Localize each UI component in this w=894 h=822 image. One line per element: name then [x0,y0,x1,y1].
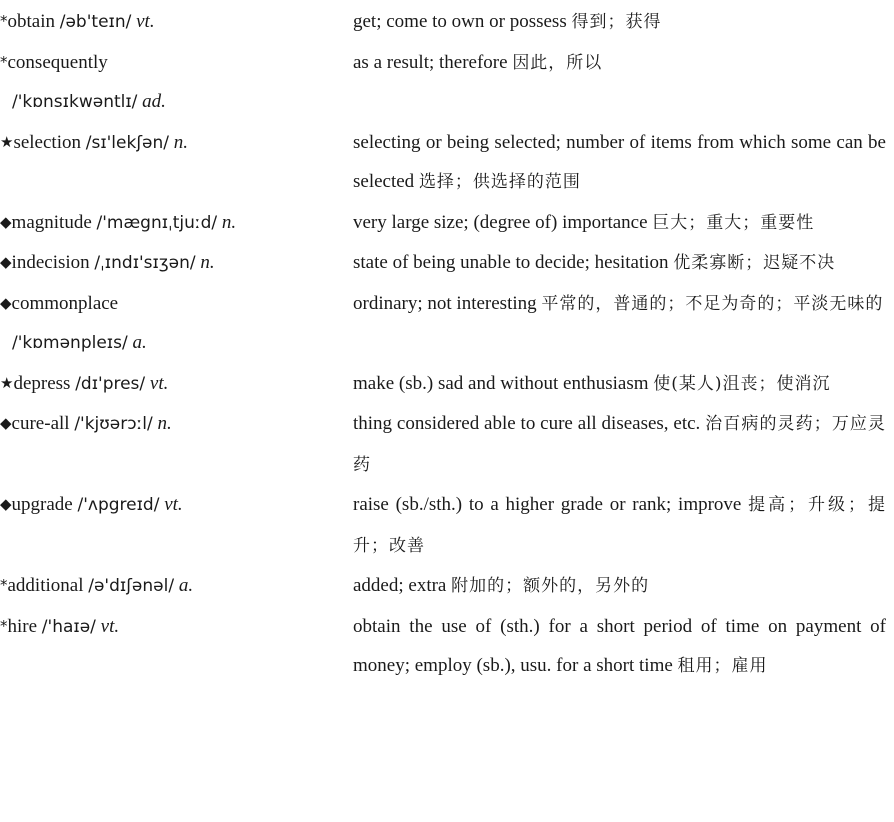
entry-term [0,607,353,648]
entry-term [0,123,353,164]
definition-english: added; extra [353,575,447,596]
diamond-marker: ◆ [0,414,12,432]
definition-english: get; come to own or possess [353,11,567,32]
diamond-marker: ◆ [0,495,12,513]
definition-chinese: 治百病的灵药；万应灵药 [353,414,887,475]
entry-selection [0,123,894,203]
definition-english: obtain the use of (sth.) for a short period of time on payment of money; employ (sb.), usu. for a short time [353,615,886,676]
entry-term [0,364,353,405]
entry-term [0,243,353,284]
diamond-marker: ◆ [0,293,12,312]
pronunciation: /ə'dɪʃənəl/ [88,576,175,596]
definition-english: as a result; therefore [353,51,508,73]
part-of-speech: a. [178,575,194,596]
definition-english: make (sb.) sad and without enthusiasm [353,372,649,394]
definition-chinese: 平常的，普通的；不足为奇的；平淡无味的 [541,293,884,314]
definition-chinese: 得到；获得 [571,12,662,32]
pronunciation: /'mægnɪˌtjuːd/ [96,212,218,233]
definition-chinese: 巨大；重大；重要性 [652,212,815,233]
headword: hire [7,615,38,637]
entry-definition [353,123,894,203]
entry-obtain [0,2,894,43]
headword: obtain [7,11,55,32]
entry-commonplace [0,284,894,364]
entry-definition [353,2,894,43]
asterisk-marker: * [0,576,8,594]
headword: selection [13,131,81,153]
entry-definition [353,364,894,405]
entry-term [0,404,353,445]
definition-english: thing considered able to cure all diseases, etc. [353,413,701,434]
entry-consequently [0,43,894,123]
pronunciation: /'kɒnsɪkwəntlɪ/ [12,92,138,112]
asterisk-marker: * [0,12,8,30]
entry-definition [353,607,894,687]
entry-definition [353,566,894,607]
definition-english: very large size; (degree of) importance [353,211,648,233]
headword: commonplace [11,292,119,314]
part-of-speech: n. [221,211,237,233]
headword: cure-all [11,413,70,434]
part-of-speech: vt. [149,372,169,394]
definition-chinese: 租用；雇用 [677,656,768,676]
star-marker: ★ [0,373,14,392]
headword: upgrade [11,494,73,515]
pronunciation: /əb'teɪn/ [59,12,132,32]
definition-chinese: 使(某人)沮丧；使消沉 [653,373,831,394]
entry-hire [0,607,894,687]
entry-cure-all [0,404,894,485]
pronunciation: /dɪ'pres/ [75,373,146,394]
part-of-speech: n. [200,252,215,273]
entry-definition [353,243,894,284]
definition-chinese: 优柔寡断；迟疑不决 [673,253,836,273]
entry-upgrade [0,485,894,566]
asterisk-marker: * [0,52,8,71]
diamond-marker: ◆ [0,212,12,231]
entry-definition [353,43,894,84]
definition-chinese: 选择；供选择的范围 [418,172,581,192]
part-of-speech: vt. [164,494,183,515]
entry-depress [0,364,894,405]
part-of-speech: vt. [136,11,155,32]
definition-chinese: 附加的；额外的，另外的 [451,576,650,596]
diamond-marker: ◆ [0,253,12,271]
headword: indecision [11,252,90,273]
pronunciation: /'kɒmənpleɪs/ [12,333,128,353]
definition-chinese: 提高；升级；提升；改善 [353,495,887,556]
entry-additional [0,566,894,607]
entry-indecision [0,243,894,284]
asterisk-marker: * [0,616,8,635]
entry-term [0,485,353,526]
pronunciation: /'haɪə/ [41,616,96,637]
headword: magnitude [11,211,92,233]
part-of-speech: n. [157,413,172,434]
definition-english: state of being unable to decide; hesitation [353,252,669,273]
entry-term [0,43,353,123]
entry-term [0,203,353,244]
entry-term [0,566,353,607]
pronunciation: /'ʌpgreɪd/ [77,495,160,515]
definition-chinese: 因此，所以 [512,52,603,73]
star-marker: ★ [0,132,14,151]
entry-definition [353,485,894,566]
entry-definition [353,284,894,325]
entry-definition [353,203,894,244]
entry-definition [353,404,894,485]
pronunciation: /'kjʊərɔːl/ [74,414,153,434]
headword: consequently [7,51,108,73]
pronunciation: /sɪ'lekʃən/ [85,132,170,153]
part-of-speech: a. [132,332,147,353]
entry-magnitude [0,203,894,244]
headword: depress [13,372,71,394]
part-of-speech: ad. [142,91,166,112]
definition-english: ordinary; not interesting [353,292,537,314]
part-of-speech: vt. [100,615,120,637]
entry-term [0,284,353,364]
headword: additional [7,575,84,596]
definition-english: selecting or being selected; number of items from which some can be selected [353,131,886,192]
definition-english: raise (sb./sth.) to a higher grade or rank; improve [353,494,742,515]
pronunciation: /ˌɪndɪ'sɪʒən/ [94,253,196,273]
part-of-speech: n. [173,131,189,153]
entry-term [0,2,353,43]
